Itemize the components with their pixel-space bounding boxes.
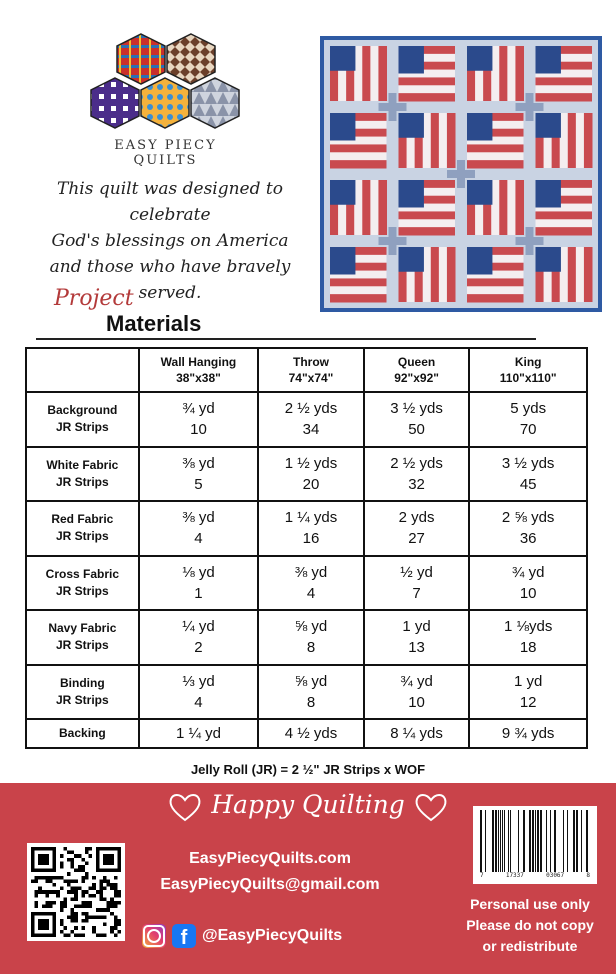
cell-strips: 5 — [194, 475, 203, 493]
flag-block — [399, 46, 456, 102]
table-cell — [469, 610, 587, 665]
flag-block — [399, 113, 456, 168]
cell-strips: 13 — [408, 639, 425, 657]
row-label-line: JR Strips — [56, 474, 109, 489]
table-cell — [469, 392, 587, 447]
cell-yardage: ¾ yd — [182, 400, 215, 418]
table-cell — [364, 392, 470, 447]
happy-quilting-text: Happy Quilting — [211, 790, 405, 819]
website-link[interactable]: EasyPiecyQuilts.com — [189, 850, 351, 867]
jelly-roll-footnote: Jelly Roll (JR) = 2 ½" JR Strips x WOF — [190, 762, 426, 777]
table-cell — [139, 392, 259, 447]
column-size: 38"x38" — [176, 371, 221, 385]
contact-info — [130, 846, 410, 898]
flag-block — [536, 113, 593, 168]
column-size: 74"x74" — [288, 371, 334, 385]
barcode — [473, 806, 597, 884]
cell-yardage: 1 ¼ yd — [175, 725, 221, 742]
cell-yardage: ⅓ yd — [182, 672, 215, 690]
row-label — [26, 501, 139, 556]
cell-yardage: 2 ⅝ yds — [501, 509, 555, 527]
row-label-line: Binding — [60, 675, 105, 690]
table-cell — [258, 665, 364, 720]
column-name: King — [514, 355, 542, 369]
column-name: Throw — [292, 355, 329, 369]
cell-strips: 16 — [302, 530, 320, 548]
row-label-line: Navy Fabric — [48, 621, 117, 636]
table-row — [26, 501, 587, 556]
table-row — [26, 610, 587, 665]
cell-strips: 70 — [519, 421, 537, 439]
column-name: Queen — [397, 355, 436, 369]
table-row — [26, 665, 587, 720]
flag-block — [467, 46, 524, 101]
cell-yardage: 1 yd — [402, 618, 431, 636]
header-empty — [26, 348, 139, 392]
cell-strips: 27 — [408, 530, 425, 548]
barcode-digits — [478, 872, 592, 879]
row-label-line: JR Strips — [56, 692, 109, 707]
cell-strips: 1 — [194, 584, 203, 602]
cell-strips: 8 — [306, 639, 316, 657]
cell-yardage: 8 ¼ yds — [390, 725, 443, 742]
row-label-line: White Fabric — [46, 457, 119, 472]
table-cell — [364, 556, 470, 611]
flag-block — [330, 46, 387, 101]
flag-block — [467, 247, 524, 303]
quilt-image — [320, 36, 602, 312]
cell-strips: 32 — [408, 475, 425, 493]
cell-strips: 50 — [408, 421, 425, 439]
cell-strips: 34 — [302, 421, 320, 439]
row-label — [26, 610, 139, 665]
header-wall-hanging — [139, 348, 259, 392]
tagline-line: and those who have bravely served. — [49, 257, 291, 303]
cell-yardage: 1 ⅛yds — [503, 618, 553, 636]
flag-block — [536, 180, 593, 236]
table-row — [26, 392, 587, 447]
table-cell — [139, 610, 259, 665]
column-size: 92"x92" — [394, 371, 439, 385]
cell-strips: 7 — [412, 584, 421, 602]
table-cell — [469, 719, 587, 748]
row-label-line: Red Fabric — [51, 512, 114, 527]
cell-yardage: ¾ yd — [400, 672, 433, 690]
header-queen — [364, 348, 470, 392]
instagram-icon[interactable] — [142, 924, 166, 948]
table-cell — [364, 665, 470, 720]
table-cell — [139, 556, 259, 611]
header-king — [469, 348, 587, 392]
cell-strips: 12 — [519, 693, 537, 711]
table-cell — [139, 447, 259, 502]
notice-line: or redistribute — [482, 938, 578, 954]
cell-yardage: 5 yds — [510, 400, 547, 418]
cell-yardage: ¾ yd — [511, 563, 545, 581]
cell-strips: 18 — [519, 639, 537, 657]
table-header-row — [26, 348, 587, 392]
flag-block — [467, 113, 524, 169]
tagline-line: This quilt was designed to celebrate — [57, 179, 283, 225]
table-cell — [364, 610, 470, 665]
table-cell — [469, 447, 587, 502]
cell-strips: 10 — [519, 584, 537, 602]
facebook-icon[interactable]: f — [172, 924, 196, 948]
header-throw — [258, 348, 364, 392]
cell-strips: 20 — [302, 475, 320, 493]
usage-notice — [446, 894, 614, 957]
row-label-line: Background — [47, 403, 118, 418]
barcode-digit-group: 7 — [480, 872, 484, 879]
barcode-digit-group: 17337 — [505, 872, 524, 879]
cell-strips: 2 — [194, 639, 203, 657]
flag-block — [330, 180, 387, 235]
table-cell — [139, 501, 259, 556]
column-size: 110"x110" — [499, 371, 557, 385]
barcode-digit-group: 03067 — [546, 872, 565, 879]
table-cell — [258, 447, 364, 502]
cell-yardage: ⅛ yd — [182, 563, 215, 581]
cell-yardage: ⅜ yd — [182, 454, 215, 472]
column-name: Wall Hanging — [160, 355, 237, 369]
table-cell — [139, 665, 259, 720]
cell-yardage: 4 ½ yds — [284, 725, 338, 742]
table-cell — [364, 501, 470, 556]
table-cell — [364, 719, 470, 748]
cell-yardage: 1 yd — [514, 672, 543, 690]
cell-strips: 36 — [519, 530, 537, 548]
heart-icon — [413, 791, 449, 823]
row-label — [26, 392, 139, 447]
cell-yardage: ⅜ yd — [182, 509, 215, 527]
row-label — [26, 556, 139, 611]
notice-line: Personal use only — [470, 896, 590, 912]
cell-yardage: 1 ¼ yds — [284, 509, 338, 527]
social-links — [142, 922, 342, 950]
row-label-line: JR Strips — [56, 638, 109, 653]
heading-divider — [36, 338, 536, 340]
brand-name: EASY PIECY QUILTS — [114, 138, 217, 168]
table-cell — [258, 610, 364, 665]
table-row — [26, 556, 587, 611]
cell-yardage: 2 ½ yds — [284, 400, 338, 418]
quilt-illustration — [324, 40, 598, 308]
cell-yardage: ⅜ yd — [294, 563, 328, 581]
row-label — [26, 665, 139, 720]
barcode-digit-group: 8 — [586, 872, 590, 879]
barcode-icon — [478, 810, 592, 872]
cell-strips: 8 — [306, 693, 316, 711]
heading-project: Project — [54, 286, 134, 311]
flag-block — [399, 180, 456, 236]
cell-yardage: 1 ½ yds — [284, 454, 338, 472]
flag-block — [330, 247, 387, 303]
flag-block — [536, 46, 593, 102]
cell-yardage: 2 yds — [398, 509, 435, 527]
email-link[interactable]: EasyPiecyQuilts@gmail.com — [160, 876, 380, 893]
table-cell — [258, 501, 364, 556]
cell-strips: 45 — [519, 475, 537, 493]
cell-strips: 4 — [194, 530, 203, 548]
cell-yardage: 2 ½ yds — [390, 454, 443, 472]
cell-strips: 4 — [194, 693, 203, 711]
row-label-line: JR Strips — [56, 420, 109, 435]
table-row — [26, 719, 587, 748]
table-cell — [258, 556, 364, 611]
social-handle[interactable]: @EasyPiecyQuilts — [202, 927, 343, 944]
flag-block — [330, 113, 387, 169]
cell-strips: 4 — [306, 584, 316, 602]
materials-table — [25, 347, 588, 749]
table-cell — [139, 719, 259, 748]
cell-strips: 10 — [190, 421, 207, 439]
cell-yardage: 9 ¾ yds — [501, 725, 555, 742]
flag-block — [536, 247, 593, 302]
flag-block — [467, 180, 524, 235]
cell-yardage: ½ yd — [400, 563, 433, 581]
row-label-line: JR Strips — [56, 529, 109, 544]
row-label-line: Backing — [59, 726, 106, 740]
table-cell — [469, 665, 587, 720]
cell-yardage: ¼ yd — [182, 618, 215, 636]
cell-yardage: 3 ½ yds — [501, 454, 555, 472]
table-cell — [258, 392, 364, 447]
cell-yardage: ⅝ yd — [294, 618, 328, 636]
table-cell — [258, 719, 364, 748]
qr-code-icon — [31, 847, 121, 937]
heart-icon — [167, 791, 203, 823]
table-cell — [469, 501, 587, 556]
table-cell — [364, 447, 470, 502]
tagline-line: God's blessings on America — [51, 231, 289, 251]
table-cell — [469, 556, 587, 611]
qr-code[interactable] — [27, 843, 125, 941]
cell-yardage: 3 ½ yds — [390, 400, 443, 418]
flag-block — [399, 247, 456, 302]
notice-line: Please do not copy — [466, 917, 594, 933]
row-label-line: JR Strips — [56, 583, 109, 598]
row-label — [26, 719, 139, 748]
table-row — [26, 447, 587, 502]
heading-materials: Materials — [106, 311, 202, 336]
cell-strips: 10 — [408, 693, 425, 711]
row-label-line: Cross Fabric — [45, 566, 120, 581]
row-label — [26, 447, 139, 502]
cell-yardage: ⅝ yd — [294, 672, 328, 690]
